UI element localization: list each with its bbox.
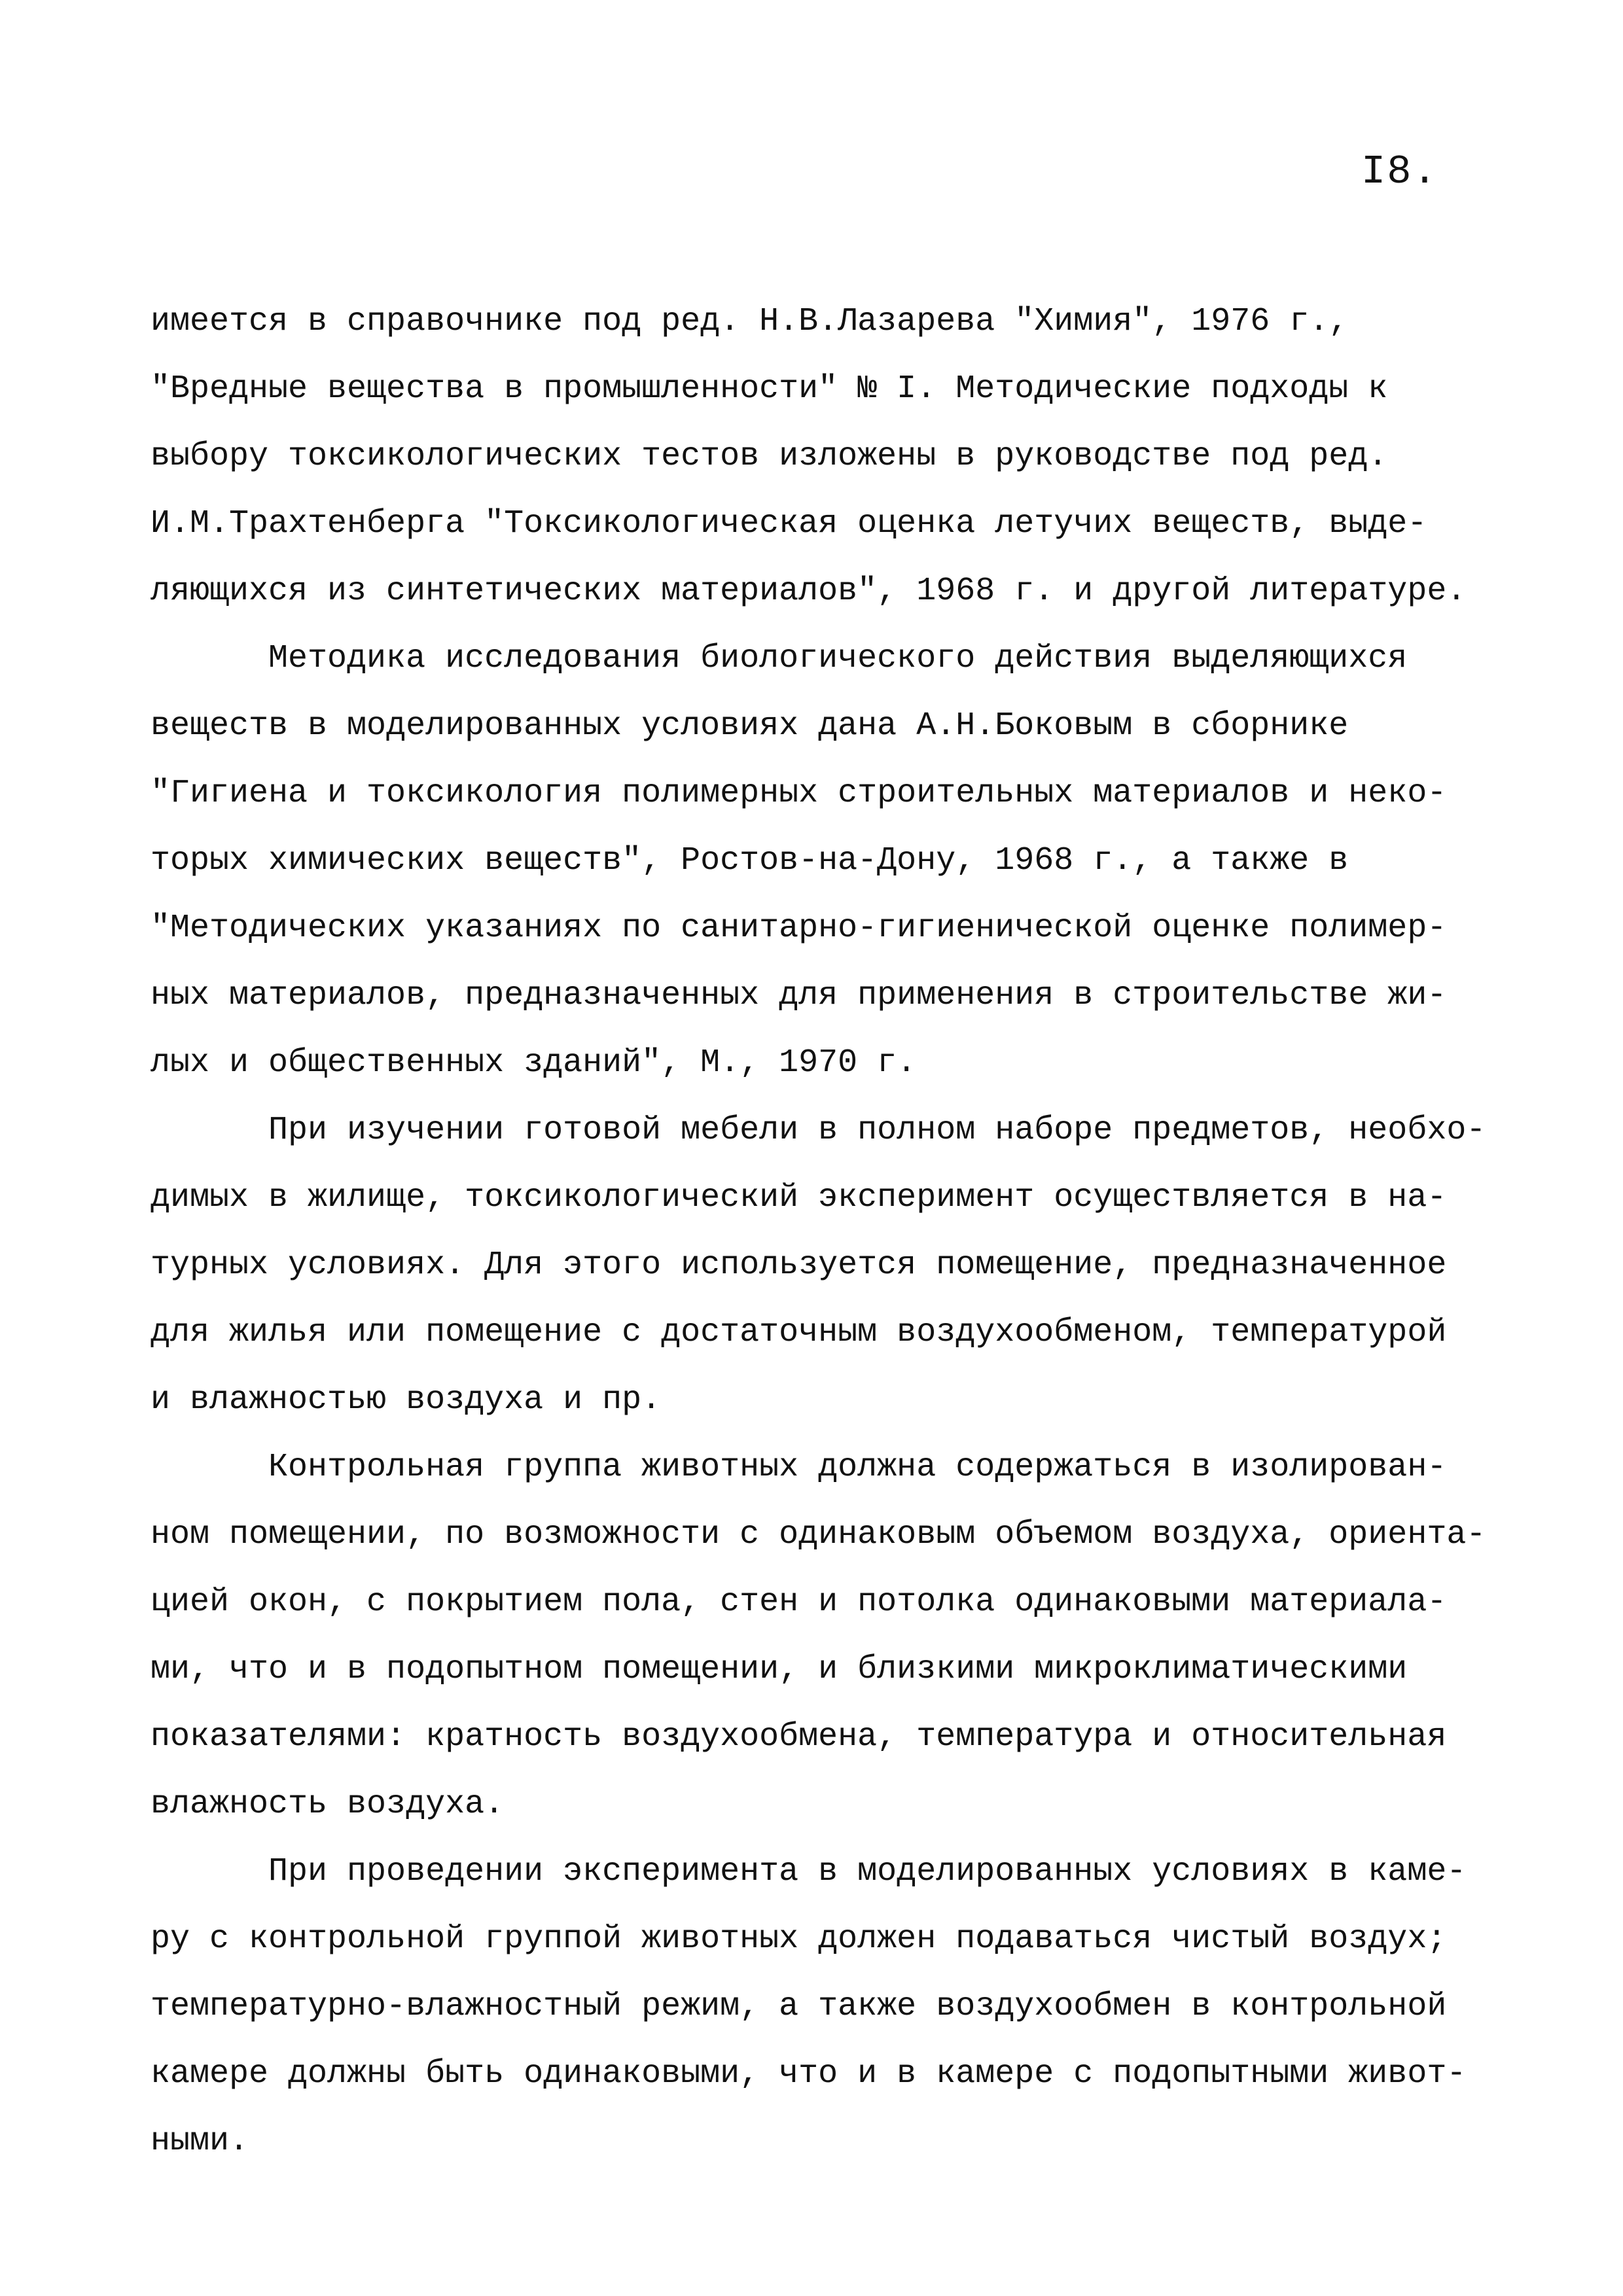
text-line: димых в жилище, токсикологический эксперимент осуществляется в на- [151,1179,1447,1216]
text-line: торых химических веществ", Ростов-на-Дону, 1968 г., а также в [151,842,1349,879]
text-line: ных материалов, предназначенных для применения в строительстве жи- [151,977,1447,1014]
text-line: При проведении эксперимента в моделированных условиях в каме- [151,1853,1467,1890]
text-line: турных условиях. Для этого используется помещение, предназначенное [151,1246,1447,1284]
text-line: ми, что и в подопытном помещении, и близкими микроклиматическими [151,1651,1408,1688]
text-line: показателями: кратность воздухообмена, температура и относительная [151,1718,1447,1756]
text-line: лых и общественных зданий", М., 1970 г. [151,1044,917,1082]
text-line: Методика исследования биологического действия выделяющихся [151,640,1408,677]
text-line: для жилья или помещение с достаточным воздухообменом, температурой [151,1314,1447,1351]
text-line: температурно-влажностный режим, а также воздухообмен в контрольной [151,1988,1447,2025]
text-line: "Гигиена и токсикология полимерных строительных материалов и неко- [151,775,1447,812]
page-number: I8. [1361,149,1438,195]
text-line: камере должны быть одинаковыми, что и в камере с подопытными живот- [151,2055,1467,2093]
text-line: выбору токсикологических тестов изложены в руководстве под ред. [151,438,1388,475]
text-line: цией окон, с покрытием пола, стен и потолка одинаковыми материала- [151,1583,1447,1621]
text-line: "Вредные вещества в промышленности" № I. Методические подходы к [151,370,1388,408]
text-line: ру с контрольной группой животных должен подаваться чистый воздух; [151,1920,1447,1958]
text-line: При изучении готовой мебели в полном наборе предметов, необхо- [151,1112,1486,1149]
text-line: Контрольная группа животных должна содержаться в изолирован- [151,1449,1447,1486]
text-line: имеется в справочнике под ред. Н.В.Лазарева "Химия", 1976 г., [151,303,1349,340]
text-line: И.М.Трахтенберга "Токсикологическая оценка летучих веществ, выде- [151,505,1427,542]
body-text [151,288,1531,2175]
text-line: влажность воздуха. [151,1786,505,1823]
text-line: ляющихся из синтетических материалов", 1968 г. и другой литературе. [151,573,1467,610]
text-line: "Методических указаниях по санитарно-гигиенической оценке полимер- [151,910,1447,947]
text-line: веществ в моделированных условиях дана А.Н.Боковым в сборнике [151,707,1349,745]
text-line: ном помещении, по возможности с одинаковым объемом воздуха, ориента- [151,1516,1486,1553]
text-line: и влажностью воздуха и пр. [151,1381,662,1419]
text-line: ными. [151,2123,249,2160]
